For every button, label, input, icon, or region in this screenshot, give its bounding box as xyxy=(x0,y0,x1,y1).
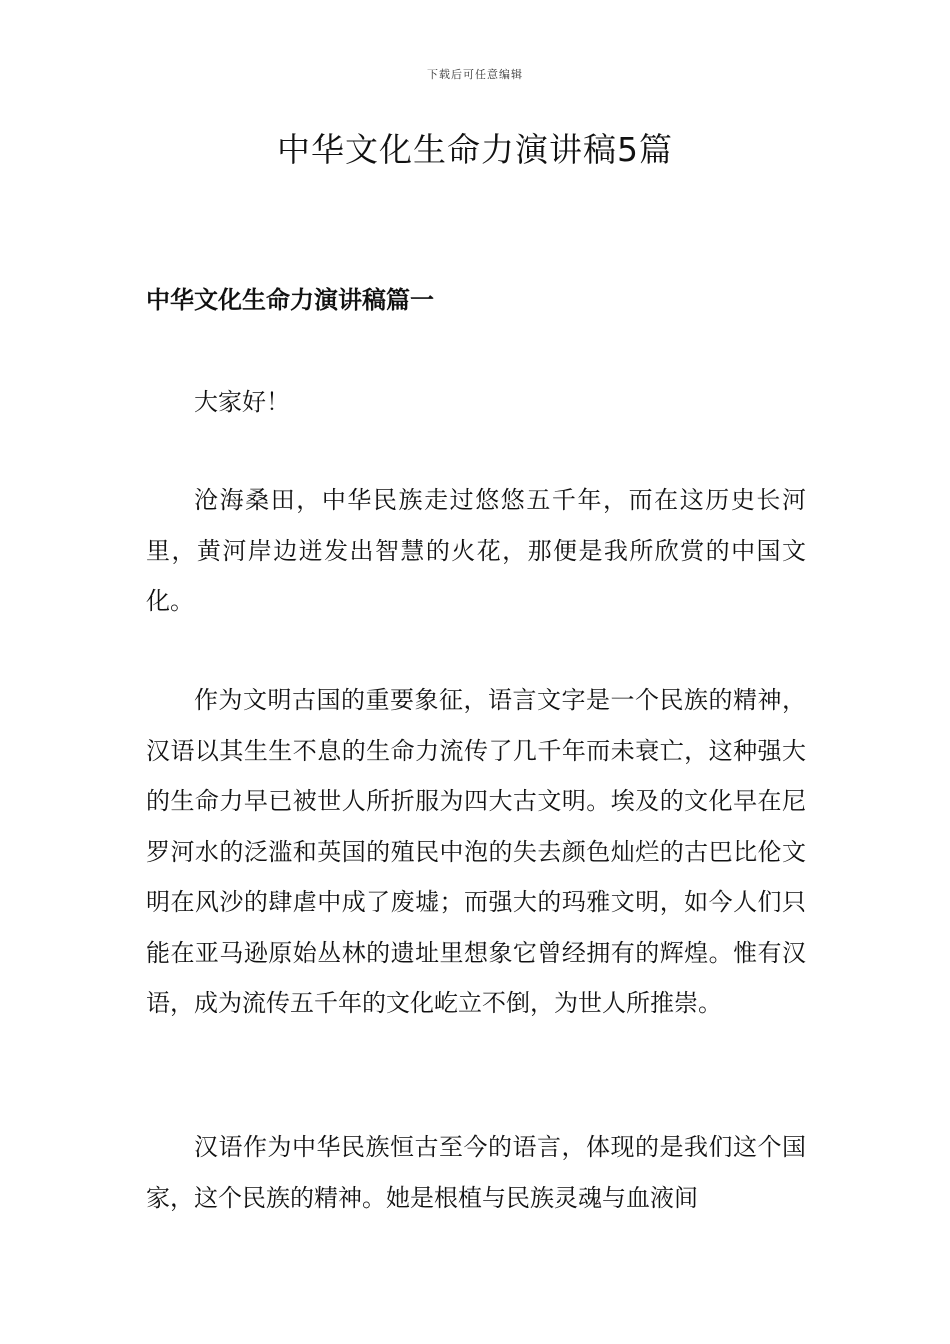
header-note: 下载后可任意编辑 xyxy=(427,68,523,81)
body-paragraph-2: 作为文明古国的重要象征，语言文字是一个民族的精神，汉语以其生生不息的生命力流传了几千年而未衰亡，这种强大的生命力早已被世人所折服为四大古文明。埃及的文化早在尼罗河水的泛滥和英国的殖民中泡的失去颜色灿烂的古巴比伦文明在风沙的肆虐中成了废墟；而强大的玛雅文明，如今人们只能在亚马逊原始丛林的遗址里想象它曾经拥有的辉煌。惟有汉语，成为流传五千年的文化屹立不倒，为世人所推崇。 xyxy=(146,686,806,1017)
body-paragraph-3: 汉语作为中华民族恒古至今的语言，体现的是我们这个国家，这个民族的精神。她是根植与民族灵魂与血液间 xyxy=(146,1133,806,1212)
section-heading: 中华文化生命力演讲稿篇一 xyxy=(146,285,434,314)
document-title: 中华文化生命力演讲稿5篇 xyxy=(277,130,673,169)
body-paragraph-1: 沧海桑田，中华民族走过悠悠五千年，而在这历史长河里，黄河岸边迸发出智慧的火花，那便是我所欣赏的中国文化。 xyxy=(146,486,806,615)
greeting-paragraph: 大家好！ xyxy=(194,388,290,416)
